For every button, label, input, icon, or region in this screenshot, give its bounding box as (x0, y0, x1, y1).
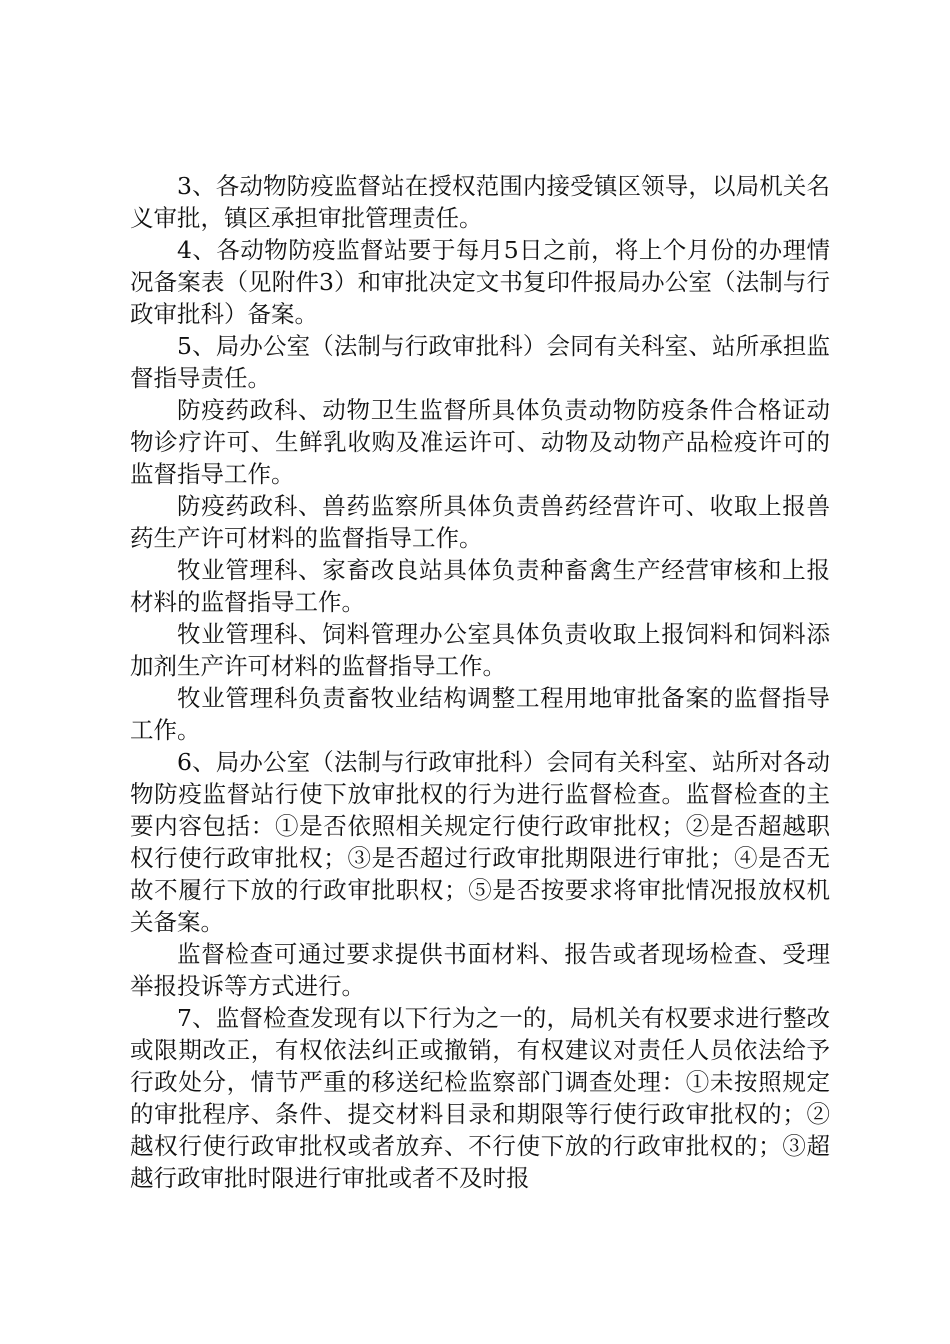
paragraph-land-use-duty: 牧业管理科负责畜牧业结构调整工程用地审批备案的监督指导工作。 (130, 684, 830, 744)
paragraph-feed-management-duty: 牧业管理科、饲料管理办公室具体负责收取上报饲料和饲料添加剂生产许可材料的监督指导工作。 (130, 620, 830, 680)
paragraph-livestock-breeding-duty: 牧业管理科、家畜改良站具体负责种畜禽生产经营审核和上报材料的监督指导工作。 (130, 556, 830, 616)
document-body (130, 170, 830, 1194)
paragraph-item-6-inspection: 6、局办公室（法制与行政审批科）会同有关科室、站所对各动物防疫监督站行使下放审批权的行为进行监督检查。监督检查的主要内容包括：①是否依照相关规定行使行政审批权；②是否超越职权行使行政审批权；③是否超过行政审批期限进行审批；④是否无故不履行下放的行政审批职权；⑤是否按要求将审批情况报放权机关备案。 (130, 748, 830, 936)
paragraph-inspection-methods: 监督检查可通过要求提供书面材料、报告或者现场检查、受理举报投诉等方式进行。 (130, 940, 830, 1000)
paragraph-item-4-monthly-filing: 4、各动物防疫监督站要于每月5日之前，将上个月份的办理情况备案表（见附件3）和审批决定文书复印件报局办公室（法制与行政审批科）备案。 (130, 236, 830, 328)
paragraph-veterinary-drug-duty: 防疫药政科、兽药监察所具体负责兽药经营许可、收取上报兽药生产许可材料的监督指导工作。 (130, 492, 830, 552)
paragraph-item-5-supervision: 5、局办公室（法制与行政审批科）会同有关科室、站所承担监督指导责任。 (130, 332, 830, 392)
paragraph-item-3-approval-authority: 3、各动物防疫监督站在授权范围内接受镇区领导，以局机关名义审批，镇区承担审批管理责任。 (130, 172, 830, 232)
paragraph-epidemic-prevention-duty: 防疫药政科、动物卫生监督所具体负责动物防疫条件合格证动物诊疗许可、生鲜乳收购及准运许可、动物及动物产品检疫许可的监督指导工作。 (130, 396, 830, 488)
paragraph-item-7-violations: 7、监督检查发现有以下行为之一的，局机关有权要求进行整改或限期改正，有权依法纠正或撤销，有权建议对责任人员依法给予行政处分，情节严重的移送纪检监察部门调查处理：①未按照规定的审批程序、条件、提交材料目录和期限等行使行政审批权的；②越权行使行政审批权或者放弃、不行使下放的行政审批权的；③超越行政审批时限进行审批或者不及时报 (130, 1004, 830, 1192)
